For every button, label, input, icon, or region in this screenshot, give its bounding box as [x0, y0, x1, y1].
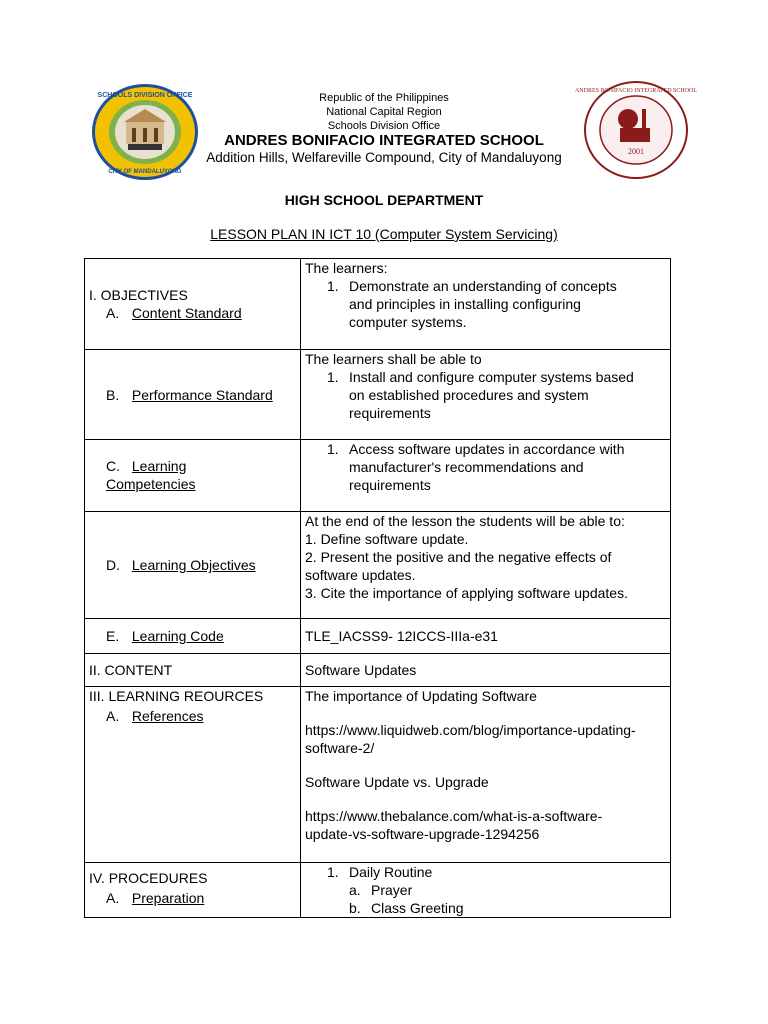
school-address: Addition Hills, Welfareville Compound, City of Mandaluyong [206, 150, 562, 165]
table-row [85, 687, 671, 863]
reference-link[interactable] [305, 721, 666, 757]
objective-line: At the end of the lesson the students will be able to: [305, 513, 625, 529]
link-line[interactable]: update-vs-software-upgrade-1294256 [305, 826, 540, 842]
procedures-title: IV. PROCEDURES [89, 870, 208, 886]
link-line[interactable]: https://www.liquidweb.com/blog/importance-updating- [305, 722, 636, 738]
content-value: Software Updates [301, 654, 671, 687]
item-line: requirements [349, 405, 431, 421]
link-line[interactable]: https://www.thebalance.com/what-is-a-software- [305, 808, 603, 824]
learning-objectives-value [301, 512, 671, 619]
resources-title: III. LEARNING REOURCES [89, 688, 264, 704]
table-row [85, 863, 671, 918]
competencies-cell [85, 440, 301, 512]
item-line: computer systems. [349, 314, 467, 330]
item-number: 1. [327, 278, 339, 294]
item-number: 1. [327, 369, 339, 385]
intro-text: The learners shall be able to [305, 351, 482, 367]
school-name: ANDRES BONIFACIO INTEGRATED SCHOOL [224, 132, 544, 149]
letter: A. [106, 890, 120, 906]
svg-text:ANDRES BONIFACIO INTEGRATED SC: ANDRES BONIFACIO INTEGRATED SCHOOL [574, 88, 698, 94]
objective-line: 2. Present the positive and the negative effects of [305, 549, 612, 565]
intro-text: The learners: [305, 260, 388, 276]
objective-line: 3. Cite the importance of applying software updates. [305, 585, 628, 601]
reference-link[interactable] [305, 807, 666, 843]
svg-text:SCHOOLS DIVISION OFFICE: SCHOOLS DIVISION OFFICE [97, 92, 193, 99]
table-row [85, 350, 671, 440]
sub-letter: b. [349, 900, 361, 916]
item-line: and principles in installing configuring [349, 296, 581, 312]
letter: B. [106, 386, 120, 403]
competencies-label-1: Learning [131, 458, 187, 474]
preparation-label: Preparation [131, 890, 205, 906]
item-line: Access software updates in accordance with [349, 441, 625, 457]
item-line: Install and configure computer systems based [349, 369, 634, 385]
letter: E. [106, 628, 120, 644]
letter: A. [106, 305, 120, 321]
content-title: II. CONTENT [85, 654, 301, 687]
letter: A. [106, 708, 120, 724]
table-row [85, 619, 671, 654]
svg-text:2001: 2001 [628, 147, 644, 156]
procedures-value [301, 863, 671, 918]
item-line: on established procedures and system [349, 387, 589, 403]
lesson-plan-table [84, 258, 671, 918]
table-row [85, 654, 671, 687]
reference-title: Software Update vs. Upgrade [305, 774, 489, 790]
letter: C. [106, 458, 120, 474]
item-line: requirements [349, 477, 431, 493]
lesson-plan-title: LESSON PLAN IN ICT 10 (Computer System Servicing) [210, 226, 558, 242]
department-title: HIGH SCHOOL DEPARTMENT [284, 192, 484, 208]
objective-line: 1. Define software update. [305, 531, 469, 547]
learning-code-cell [85, 619, 301, 654]
table-row [85, 259, 671, 350]
item-line: manufacturer's recommendations and [349, 459, 584, 475]
content-standard-label: Content Standard [131, 305, 242, 321]
performance-standard-value [301, 350, 671, 440]
sub-letter: a. [349, 882, 361, 898]
references-label: References [131, 708, 204, 724]
svg-text:CITY OF MANDALUYONG: CITY OF MANDALUYONG [108, 169, 182, 175]
resources-cell [85, 687, 301, 863]
header-region: National Capital Region [326, 106, 442, 118]
procedure-item: Daily Routine [349, 864, 433, 880]
competencies-label-2: Competencies [106, 476, 196, 492]
table-row [85, 512, 671, 619]
content-standard-value [301, 259, 671, 350]
learning-objectives-cell [85, 512, 301, 619]
item-line: Demonstrate an understanding of concepts [349, 278, 617, 294]
procedure-sub-item: Prayer [371, 882, 413, 898]
performance-cell [85, 350, 301, 440]
objectives-cell [85, 259, 301, 350]
item-number: 1. [327, 864, 339, 880]
learning-code-value: TLE_IACSS9- 12ICCS-IIIa-e31 [301, 619, 671, 654]
table-row [85, 440, 671, 512]
competencies-value [301, 440, 671, 512]
learning-objectives-label: Learning Objectives [131, 557, 256, 573]
references-value [301, 687, 671, 863]
item-number: 1. [327, 441, 339, 457]
link-line[interactable]: software-2/ [305, 740, 375, 756]
procedures-cell [85, 863, 301, 918]
performance-standard-label: Performance Standard [131, 386, 273, 403]
header-office: Schools Division Office [327, 120, 441, 132]
letter: D. [106, 557, 120, 573]
objective-line: software updates. [305, 567, 416, 583]
objectives-title: I. OBJECTIVES [89, 287, 188, 303]
header-republic: Republic of the Philippines [319, 92, 449, 104]
reference-title: The importance of Updating Software [305, 688, 537, 704]
learning-code-label: Learning Code [131, 628, 224, 644]
procedure-sub-item: Class Greeting [371, 900, 464, 916]
